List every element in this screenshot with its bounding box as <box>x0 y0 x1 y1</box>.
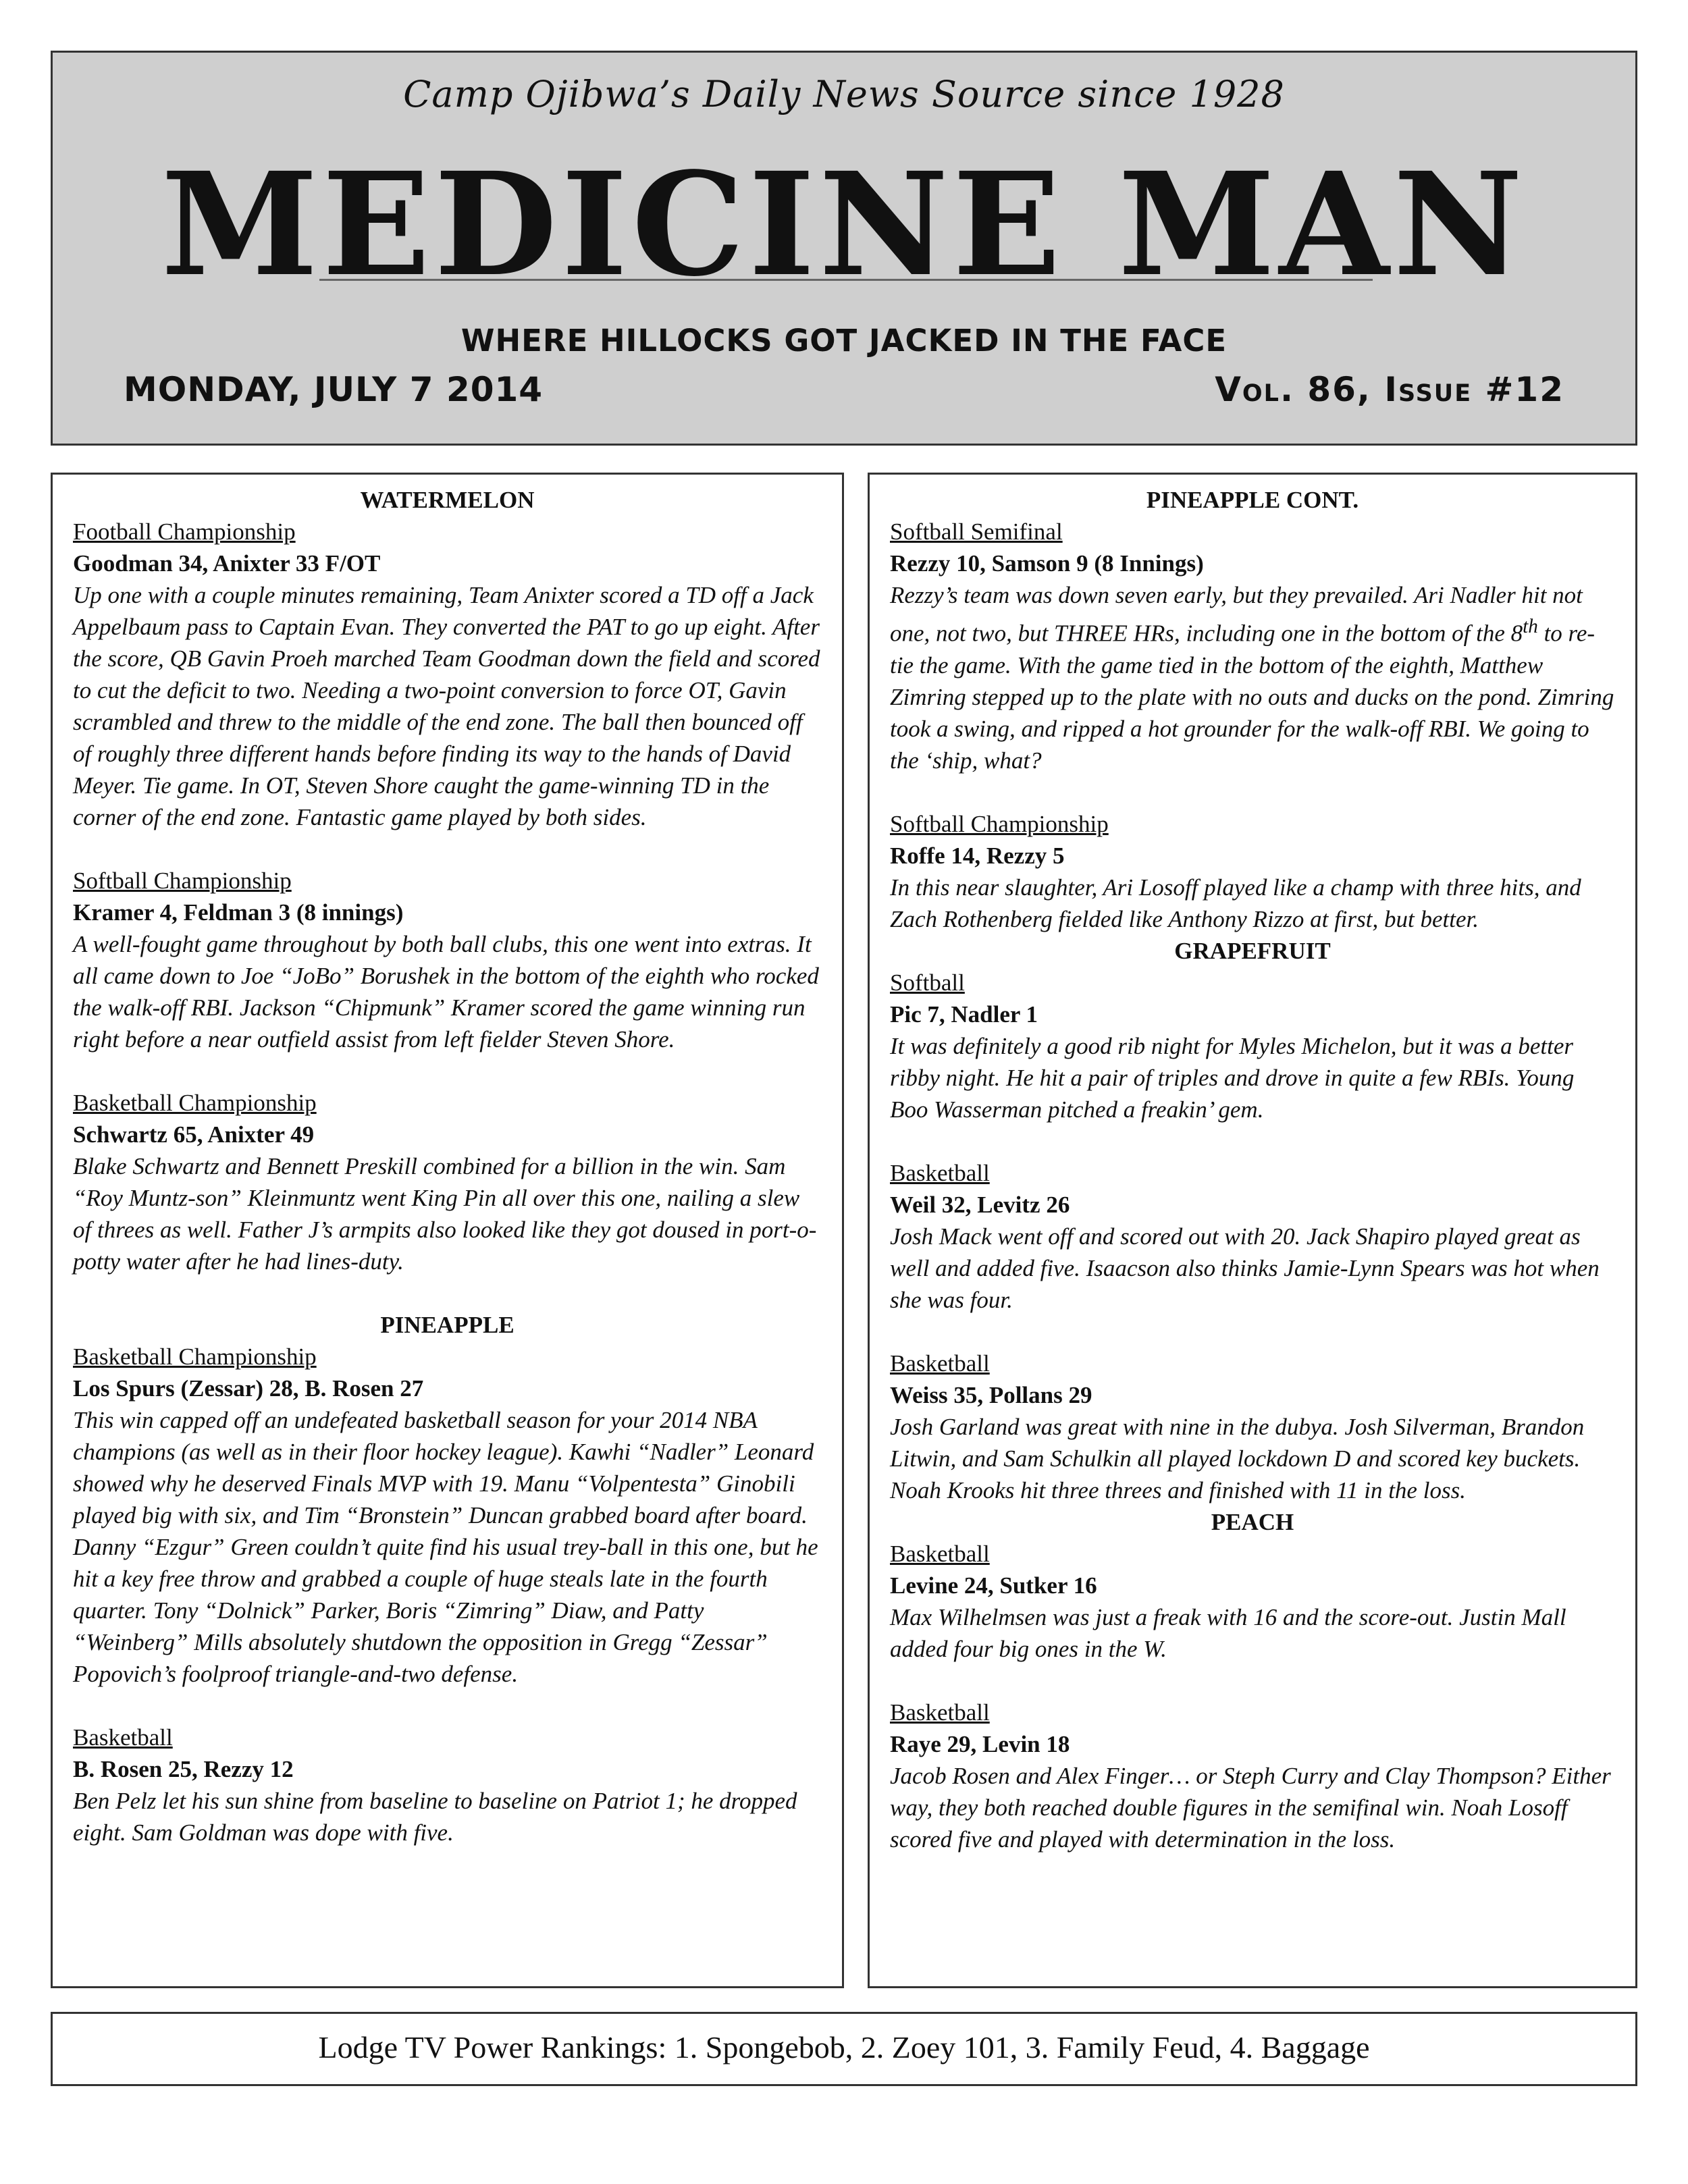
game-report <box>890 1697 1615 1855</box>
game-score: Pic 7, Nadler 1 <box>890 1001 1038 1028</box>
game-score: Weil 32, Levitz 26 <box>890 1191 1070 1218</box>
section-heading-pineapple-cont: PINEAPPLE CONT. <box>1146 487 1359 513</box>
game-report <box>73 1722 822 1848</box>
right-column <box>868 473 1637 1988</box>
game-story: In this near slaughter, Ari Losoff played like a champ with three hits, and Zach Rothenberg fielded like Anthony Rizzo at first, but better. <box>890 874 1581 932</box>
game-score: Levine 24, Sutker 16 <box>890 1572 1097 1599</box>
event-type: Softball <box>890 969 965 996</box>
game-story: Max Wilhelmsen was just a freak with 16 and the score-out. Justin Mall added four big ones in the W. <box>890 1603 1566 1662</box>
game-score: Rezzy 10, Samson 9 (8 Innings) <box>890 550 1204 577</box>
game-score: Roffe 14, Rezzy 5 <box>890 842 1065 869</box>
game-score: Weiss 35, Pollans 29 <box>890 1381 1092 1408</box>
game-report <box>890 516 1615 776</box>
game-score: Schwartz 65, Anixter 49 <box>73 1121 315 1148</box>
game-score: Los Spurs (Zessar) 28, B. Rosen 27 <box>73 1375 424 1402</box>
game-report <box>890 967 1615 1125</box>
event-type: Basketball <box>890 1699 990 1726</box>
event-type: Softball Championship <box>73 868 292 894</box>
section-heading-peach: PEACH <box>1211 1508 1294 1535</box>
section-heading-watermelon: WATERMELON <box>360 487 535 513</box>
event-type: Basketball Championship <box>73 1090 317 1116</box>
story-text: Rezzy’s team was down seven early, but they prevailed. Ari Nadler hit not one, not two, but THREE HRs, including one in the bottom of the 8 <box>890 582 1583 647</box>
game-score: Kramer 4, Feldman 3 (8 innings) <box>73 899 404 926</box>
tagline: Camp Ojibwa’s Daily News Source since 1928 <box>403 73 1285 115</box>
section-heading-grapefruit: GRAPEFRUIT <box>1174 937 1331 964</box>
event-type: Basketball <box>890 1540 990 1567</box>
power-rankings-footer: Lodge TV Power Rankings: 1. Spongebob, 2. Zoey 101, 3. Family Feud, 4. Baggage <box>51 2012 1637 2086</box>
event-type: Softball Semifinal <box>890 518 1063 545</box>
motto: WHERE HILLOCKS GOT JACKED IN THE FACE <box>460 323 1228 358</box>
event-type: Basketball <box>890 1159 990 1186</box>
game-report <box>73 865 822 1055</box>
game-story: Blake Schwartz and Bennett Preskill combined for a billion in the win. Sam “Roy Muntz-son” Kleinmuntz went King Pin all over this one, nailing a slew of threes as well. Father J’s armpits also looked like they got doused in port-o-potty water after he had lines-duty. <box>73 1153 817 1275</box>
game-report <box>73 1341 822 1690</box>
ordinal-suffix: th <box>1523 616 1538 637</box>
story-text: to re-tie the game. With the game tied in the bottom of the eighth, Matthew Zimring stepped up to the plate with no outs and ducks on the pond. Zimring took a swing, and ripped a hot grounder for the walk-off RBI. We going to the ‘ship, what? <box>890 620 1614 774</box>
game-score: B. Rosen 25, Rezzy 12 <box>73 1756 294 1782</box>
game-report <box>890 1538 1615 1665</box>
game-story: This win capped off an undefeated basketball season for your 2014 NBA champions (as well as in their floor hockey league). Kawhi “Nadler” Leonard showed why he deserved Finals MVP with 19. Manu “Volpentesta” Ginobili played big with six, and Tim “Bronstein” Duncan grabbed board after board. Danny “Ezgur” Green couldn’t quite find his usual trey-ball in this one, but he hit a key free throw and grabbed a couple of huge steals late in the fourth quarter. Tony “Dolnick” Parker, Boris “Zimring” Diaw, and Patty “Weinberg” Mills absolutely shutdown the opposition in Gregg “Zessar” Popovich’s foolproof triangle-and-two defense. <box>73 1407 818 1687</box>
section-heading-pineapple: PINEAPPLE <box>380 1312 515 1338</box>
masthead <box>51 51 1637 446</box>
event-type: Basketball <box>73 1724 173 1751</box>
game-report <box>890 808 1615 935</box>
title-divider <box>319 279 1373 281</box>
issue-date: MONDAY, JULY 7 2014 <box>124 370 544 409</box>
game-story: Ben Pelz let his sun shine from baseline to baseline on Patriot 1; he dropped eight. Sam Goldman was dope with five. <box>73 1788 797 1846</box>
game-story: Up one with a couple minutes remaining, Team Anixter scored a TD off a Jack Appelbaum pass to Captain Evan. They converted the PAT to go up eight. After the score, QB Gavin Proeh marched Team Goodman down the field and scored to cut the deficit to two. Needing a two-point conversion to force OT, Gavin scrambled and threw to the middle of the end zone. The ball then bounced off of roughly three different hands before finding its way to the hands of David Meyer. Tie game. In OT, Steven Shore caught the game-winning TD in the corner of the end zone. Fantastic game played by both sides. <box>73 582 820 830</box>
game-story: A well-fought game throughout by both ball clubs, this one went into extras. It all came down to Joe “JoBo” Borushek in the bottom of the eighth who rocked the walk-off RBI. Jackson “Chipmunk” Kramer scored the game winning run right before a near outfield assist from left fielder Steven Shore. <box>73 931 819 1053</box>
event-type: Softball Championship <box>890 810 1109 837</box>
event-type: Basketball Championship <box>73 1343 317 1370</box>
game-score: Goodman 34, Anixter 33 F/OT <box>73 550 381 577</box>
event-type: Basketball <box>890 1350 990 1377</box>
newspaper-title: MEDICINE MAN <box>161 141 1527 308</box>
issue-number: Vol. 86, Issue #12 <box>1215 370 1564 409</box>
game-report <box>890 1157 1615 1316</box>
event-type: Football Championship <box>73 518 296 545</box>
game-report <box>73 1087 822 1277</box>
game-story <box>890 579 1615 776</box>
game-story: Josh Mack went off and scored out with 20. Jack Shapiro played great as well and added five. Isaacson also thinks Jamie-Lynn Spears was hot when she was four. <box>890 1223 1600 1313</box>
game-report <box>73 516 822 833</box>
game-story: Josh Garland was great with nine in the dubya. Josh Silverman, Brandon Litwin, and Sam Schulkin all played lockdown D and scored key buckets. Noah Krooks hit three threes and finished with 11 in the loss. <box>890 1413 1585 1503</box>
game-story: It was definitely a good rib night for Myles Michelon, but it was a better ribby night. He hit a pair of triples and drove in quite a few RBIs. Young Boo Wasserman pitched a freakin’ gem. <box>890 1032 1575 1123</box>
game-story: Jacob Rosen and Alex Finger… or Steph Curry and Clay Thompson? Either way, they both reached double figures in the semifinal win. Noah Losoff scored five and played with determination in the loss. <box>890 1762 1611 1853</box>
game-report <box>890 1348 1615 1506</box>
left-column <box>51 473 844 1988</box>
game-score: Raye 29, Levin 18 <box>890 1730 1070 1757</box>
